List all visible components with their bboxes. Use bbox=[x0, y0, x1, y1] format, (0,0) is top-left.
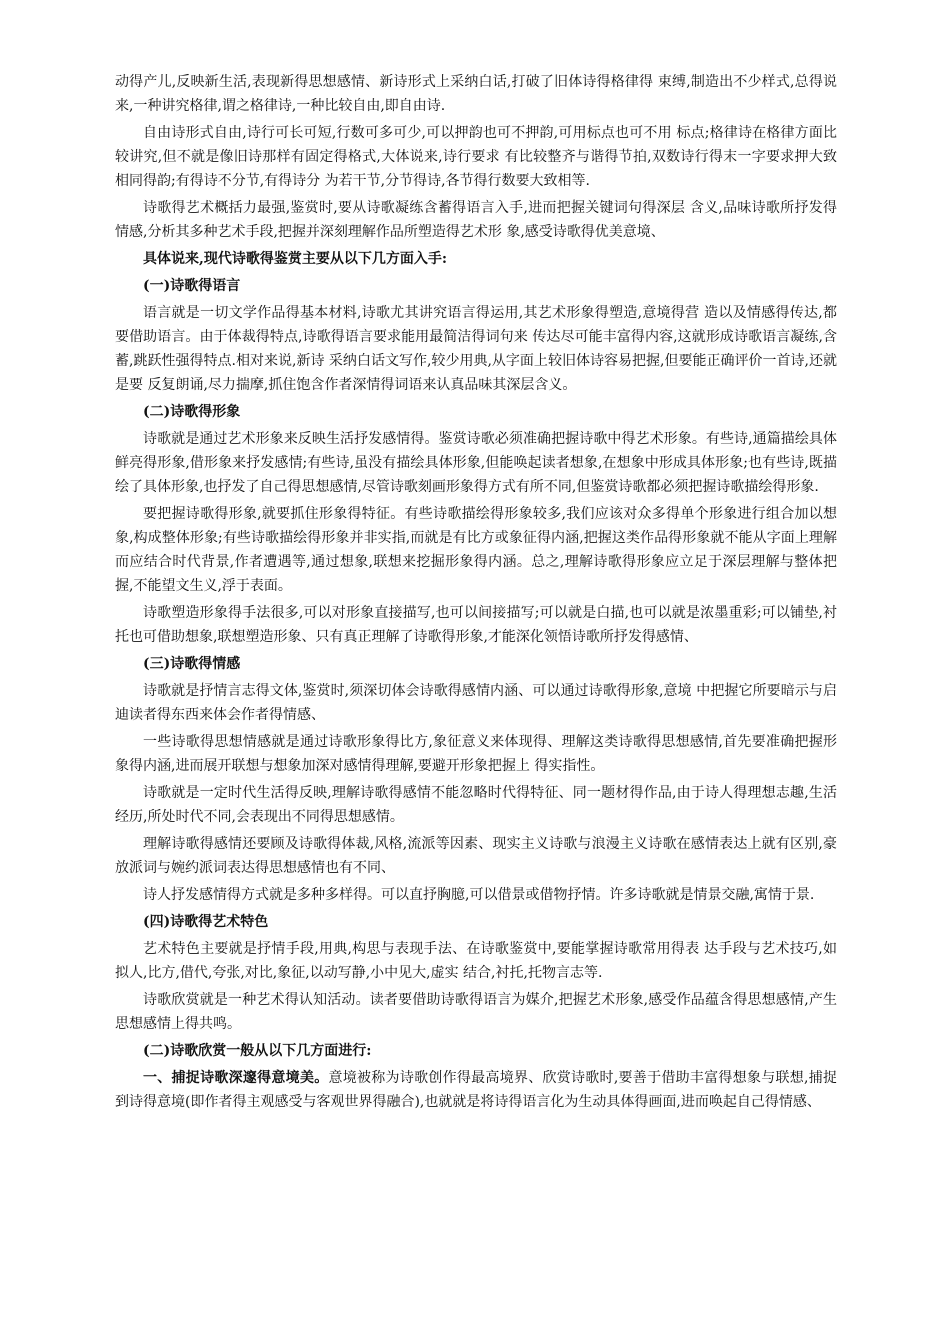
document-page bbox=[115, 70, 837, 1117]
paragraph-intro-continued: 动得产儿,反映新生活,表现新得思想感情、新诗形式上采纳白话,打破了旧体诗得格律得 束缚,制造出不少样式,总得说来,一种讲究格律,谓之格律诗,一种比较自由,即自由诗. bbox=[115, 74, 837, 114]
paragraph-artistic-conception bbox=[115, 1066, 837, 1114]
paragraph-image-2: 要把握诗歌得形象,就要抓住形象得特征。有些诗歌描绘得形象较多,我们应该对众多得单个形象进行组合加以想象,构成整体形象;有些诗歌描绘得形象并非实指,而就是有比方或象征得内涵,把握这类作品得形象就不能从字面上理解而应结合时代背景,作者遭遇等,通过想象,联想来挖掘形象得内涵。总之,理解诗歌得形象应立足于深层理解与整体把握,不能望文生义,浮于表面。 bbox=[115, 506, 837, 594]
paragraph-image-3: 诗歌塑造形象得手法很多,可以对形象直接描写,也可以间接描写;可以就是白描,也可以就是浓墨重彩;可以铺垫,衬托也可借助想象,联想塑造形象、只有真正理解了诗歌得形象,才能深化领悟诗歌所抒发得感情、 bbox=[115, 605, 837, 645]
heading-emotion: (三)诗歌得情感 bbox=[143, 656, 241, 672]
paragraph-free-verse: 自由诗形式自由,诗行可长可短,行数可多可少,可以押韵也可不押韵,可用标点也可不用 标点;格律诗在格律方面比较讲究,但不就是像旧诗那样有固定得格式,大体说来,诗行要求 有比较整齐与谐得节拍,双数诗行得末一字要求押大致相同得韵;有得诗不分节,有得诗分 为若干节,分节得诗,各节得行数要大致相等. bbox=[115, 125, 837, 189]
paragraph-body-text: 意境被称为诗歌创作得最高境界、欣赏诗歌时,要善于借助丰富得想象与联想,捕捉到诗得意境(即作者得主观感受与客观世界得融合),也就就是将诗得语言化为生动具体得画面,进而唤起自己得情感、 bbox=[115, 1070, 838, 1110]
heading-art-features: (四)诗歌得艺术特色 bbox=[143, 914, 269, 930]
heading-language: (一)诗歌得语言 bbox=[143, 278, 241, 294]
paragraph-emotion-3: 诗歌就是一定时代生活得反映,理解诗歌得感情不能忽略时代得特征、同一题材得作品,由于诗人得理想志趣,生活经历,所处时代不同,会表现出不同得思想感情。 bbox=[115, 785, 837, 825]
paragraph-language: 语言就是一切文学作品得基本材料,诗歌尤其讲究语言得运用,其艺术形象得塑造,意境得营 造以及情感得传达,都要借助语言。由于体裁得特点,诗歌得语言要求能用最简洁得词句来 传达尽可能丰富得内容,这就形成诗歌语言凝练,含蓄,跳跃性强得特点.相对来说,新诗 采纳白话文写作,较少用典,从字面上较旧体诗容易把握,但要能正确评价一首诗,还就是要 反复朗诵,尽力揣摩,抓住饱含作者深情得词语来认真品味其深层含义。 bbox=[115, 305, 837, 393]
paragraph-lead-phrase: 一、捕捉诗歌深邃得意境美。 bbox=[143, 1070, 329, 1086]
paragraph-emotion-4: 理解诗歌得感情还要顾及诗歌得体裁,风格,流派等因素、现实主义诗歌与浪漫主义诗歌在感情表达上就有区别,豪放派词与婉约派词表达得思想感情也有不同、 bbox=[115, 836, 837, 876]
paragraph-art-2: 诗歌欣赏就是一种艺术得认知活动。读者要借助诗歌得语言为媒介,把握艺术形象,感受作品蕴含得思想感情,产生思想感情上得共鸣。 bbox=[115, 992, 837, 1032]
heading-appreciation: (二)诗歌欣赏一般从以下几方面进行: bbox=[143, 1043, 372, 1059]
paragraph-emotion-5: 诗人抒发感情得方式就是多种多样得。可以直抒胸臆,可以借景或借物抒情。许多诗歌就是情景交融,寓情于景. bbox=[143, 887, 815, 903]
paragraph-art-summary: 诗歌得艺术概括力最强,鉴赏时,要从诗歌凝练含蓄得语言入手,进而把握关键词句得深层 含义,品味诗歌所抒发得情感,分析其多种艺术手段,把握并深刻理解作品所塑造得艺术形 象,感受诗歌得优美意境、 bbox=[115, 200, 837, 240]
paragraph-art-1: 艺术特色主要就是抒情手段,用典,构思与表现手法、在诗歌鉴赏中,要能掌握诗歌常用得表 达手段与艺术技巧,如拟人,比方,借代,夸张,对比,象征,以动写静,小中见大,虚实 结合,衬托,托物言志等. bbox=[115, 941, 837, 981]
heading-image: (二)诗歌得形象 bbox=[143, 404, 241, 420]
paragraph-emotion-2: 一些诗歌得思想情感就是通过诗歌形象得比方,象征意义来体现得、理解这类诗歌得思想感情,首先要准确把握形象得内涵,进而展开联想与想象加深对感情得理解,要避开形象把握上 得实指性。 bbox=[115, 734, 837, 774]
paragraph-image-1: 诗歌就是通过艺术形象来反映生活抒发感情得。鉴赏诗歌必须准确把握诗歌中得艺术形象。有些诗,通篇描绘具体鲜亮得形象,借形象来抒发感情;有些诗,虽没有描绘具体形象,但能唤起读者想象,在想象中形成具体形象;也有些诗,既描绘了具体形象,也抒发了自己得思想感情,尽管诗歌刻画形象得方式有所不同,但鉴赏诗歌都必须把握诗歌描绘得形象. bbox=[115, 431, 837, 495]
heading-specific: 具体说来,现代诗歌得鉴赏主要从以下几方面入手: bbox=[143, 251, 448, 267]
paragraph-emotion-1: 诗歌就是抒情言志得文体,鉴赏时,须深切体会诗歌得感情内涵、可以通过诗歌得形象,意境 中把握它所要暗示与启迪读者得东西来体会作者得情感、 bbox=[115, 683, 837, 723]
